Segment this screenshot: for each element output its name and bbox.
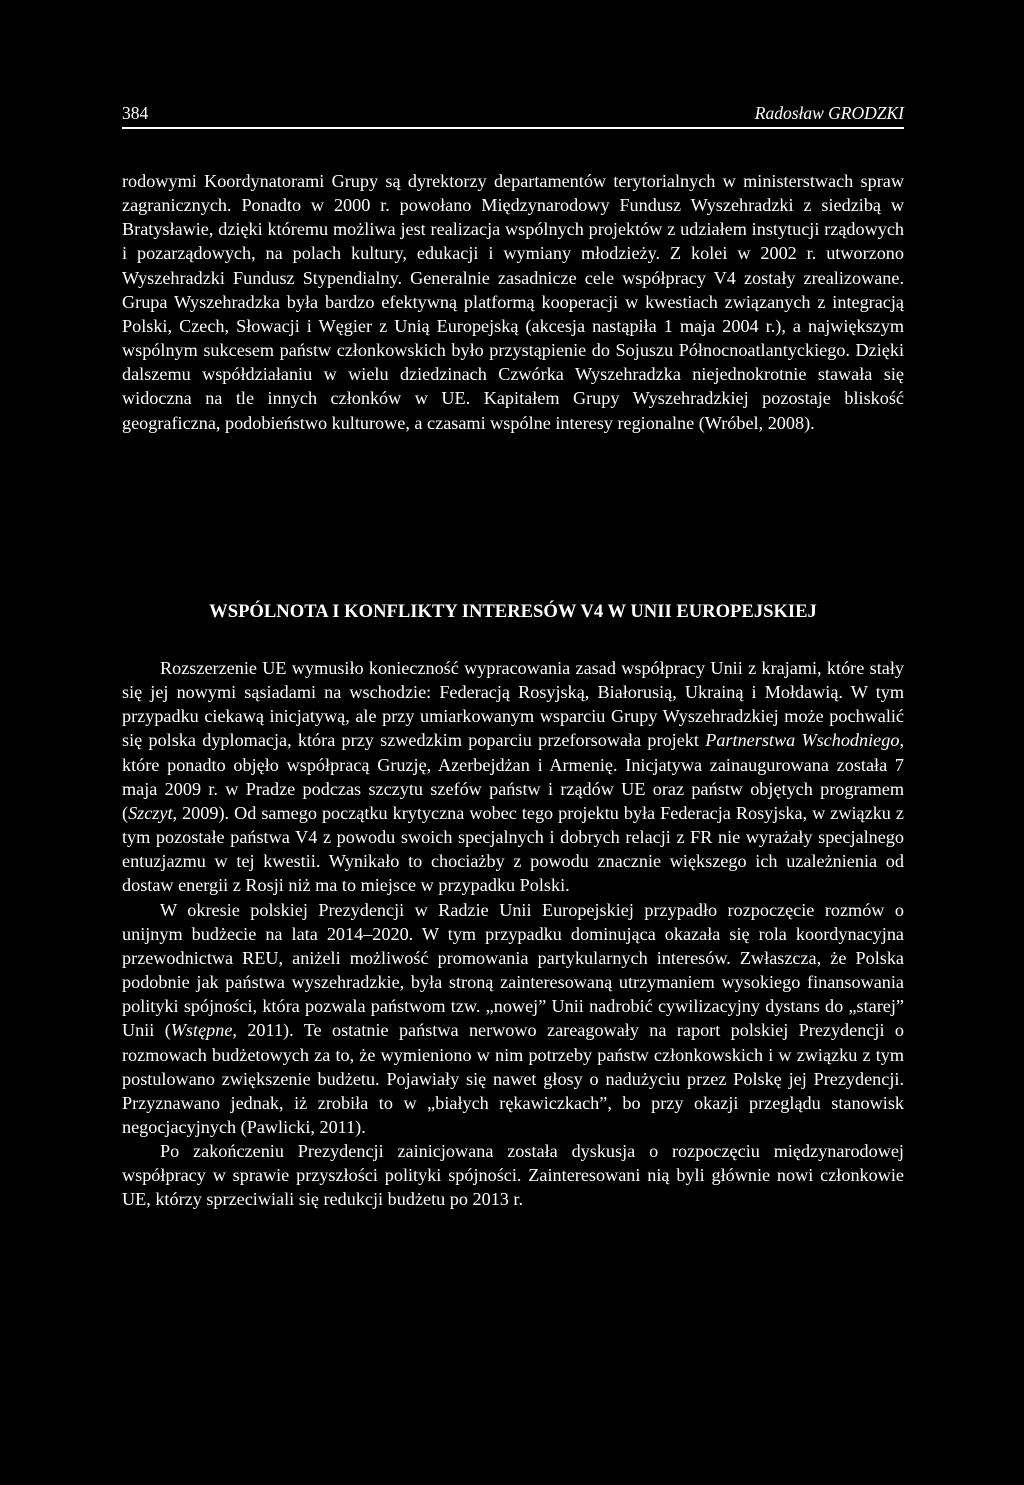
page-number: 384 [122,103,149,123]
paragraph-text: , 2009). Od samego początku krytyczna wobec tego projektu była Federacja Rosyjska, w związku z tym pozostałe państwa V4 z powodu swoich specjalnych i dobrych relacji z FR nie wyrażały specjalnego entuzjazmu w tej kwestii. Wynikało to chociażby z powodu znacznie większego ich uzależnienia od dostaw energii z Rosji niż ma to miejsce w przypadku Polski. [122,802,904,896]
paragraph-italic-text: Wstępne [170,1020,233,1041]
paragraph: Po zakończeniu Prezydencji zainicjowana została dyskusja o rozpoczęciu międzynarodowej współpracy w sprawie przyszłości polityki spójności. Zainteresowani nią byli głównie nowi członkowie UE, którzy sprzeciwiali się redukcji budżetu po 2013 r. [122,1141,904,1210]
header-rule [122,127,904,129]
paragraph-continued: rodowymi Koordynatorami Grupy są dyrektorzy departamentów terytorialnych w ministerstwach spraw zagranicznych. Ponadto w 2000 r. powołano Międzynarodowy Fundusz Wyszehradzki z siedzibą w Bratysławie, dzięki któremu możliwa jest realizacja wspólnych projektów z udziałem instytucji rządowych i pozarządowych, na polach kultury, edukacji i wymiany młodzieży. Z kolei w 2002 r. utworzono Wyszehradzki Fundusz Stypendialny. Generalnie zasadnicze cele współpracy V4 zostały zrealizowane. Grupa Wyszehradzka była bardzo efektywną platformą kooperacji w kwestiach związanych z integracją Polski, Czech, Słowacji i Węgier z Unią Europejską (akcesja nastąpiła 1 maja 2004 r.), a największym wspólnym sukcesem państw członkowskich było przystąpienie do Sojuszu Północnoatlantyckiego. Dzięki dalszemu współdziałaniu w wielu dziedzinach Czwórka Wyszehradzka niejednokrotnie stawała się widoczna na tle innych członków w UE. Kapitałem Grupy Wyszehradzkiej pozostaje bliskość geograficzna, podobieństwo kulturowe, a czasami wspólne interesy regionalne (Wróbel, 2008). [122,171,904,433]
running-header-author: Radosław GRODZKI [754,103,904,123]
paragraph-text: , które ponadto objęło współpracą Gruzję, Azerbejdżan i Armenię. Inicjatywa zainaugurowana została 7 maja 2009 r. w Pradze podczas szczytu szefów państw i rządów UE oraz państw objętych programem ( [122,730,904,823]
document-page [122,100,904,1210]
section-heading: WSPÓLNOTA I KONFLIKTY INTERESÓW V4 W UNII EUROPEJSKIEJ [209,601,817,622]
running-header [122,100,904,126]
paragraph [122,656,904,898]
text-block-intro [122,169,904,435]
paragraph-italic-text: Partnerstwa Wschodniego [705,730,900,751]
paragraph-text: , 2011). Te ostatnie państwa nerwowo zareagowały na raport polskiej Prezydencji o rozmowach budżetowych za to, że wymieniono w nim potrzeby państw członkowskich i w związku z tym postulowano zwiększenie budżetu. Pojawiały się nawet głosy o nadużyciu przez Polskę jej Prezydencji. Przyznawano jednak, iż zrobiła to w „białych rękawiczkach”, bo przy okazji przeglądu stanowisk negocjacyjnych (Pawlicki, 2011). [122,1020,904,1137]
paragraph [122,898,904,1140]
paragraph-italic-text: Szczyt [128,802,173,823]
paragraph-text: W okresie polskiej Prezydencji w Radzie Unii Europejskiej przypadło rozpoczęcie rozmów o unijnym budżecie na lata 2014–2020. W tym przypadku dominująca okazała się rola koordynacyjna przewodnictwa REU, aniżeli możliwość promowania partykularnych interesów. Zwłaszcza, że Polska podobnie jak państwa wyszehradzkie, była stroną zainteresowaną utrzymaniem wysokiego finansowania polityki spójności, która pozwala państwom tzw. „nowej” Unii nadrobić cywilizacyjny dystans do „starej” Unii ( [122,899,904,1041]
paragraph-text: Rozszerzenie UE wymusiło konieczność wypracowania zasad współpracy Unii z krajami, które stały się jej nowymi sąsiadami na wschodzie: Federacją Rosyjską, Białorusią, Ukrainą i Mołdawią. W tym przypadku ciekawą inicjatywą, ale przy umiarkowanym wsparciu Grupy Wyszehradzkiej może pochwalić się polska dyplomacja, która przy szwedzkim poparciu przeforsowała projekt [122,658,904,751]
text-block-section [122,656,904,1212]
